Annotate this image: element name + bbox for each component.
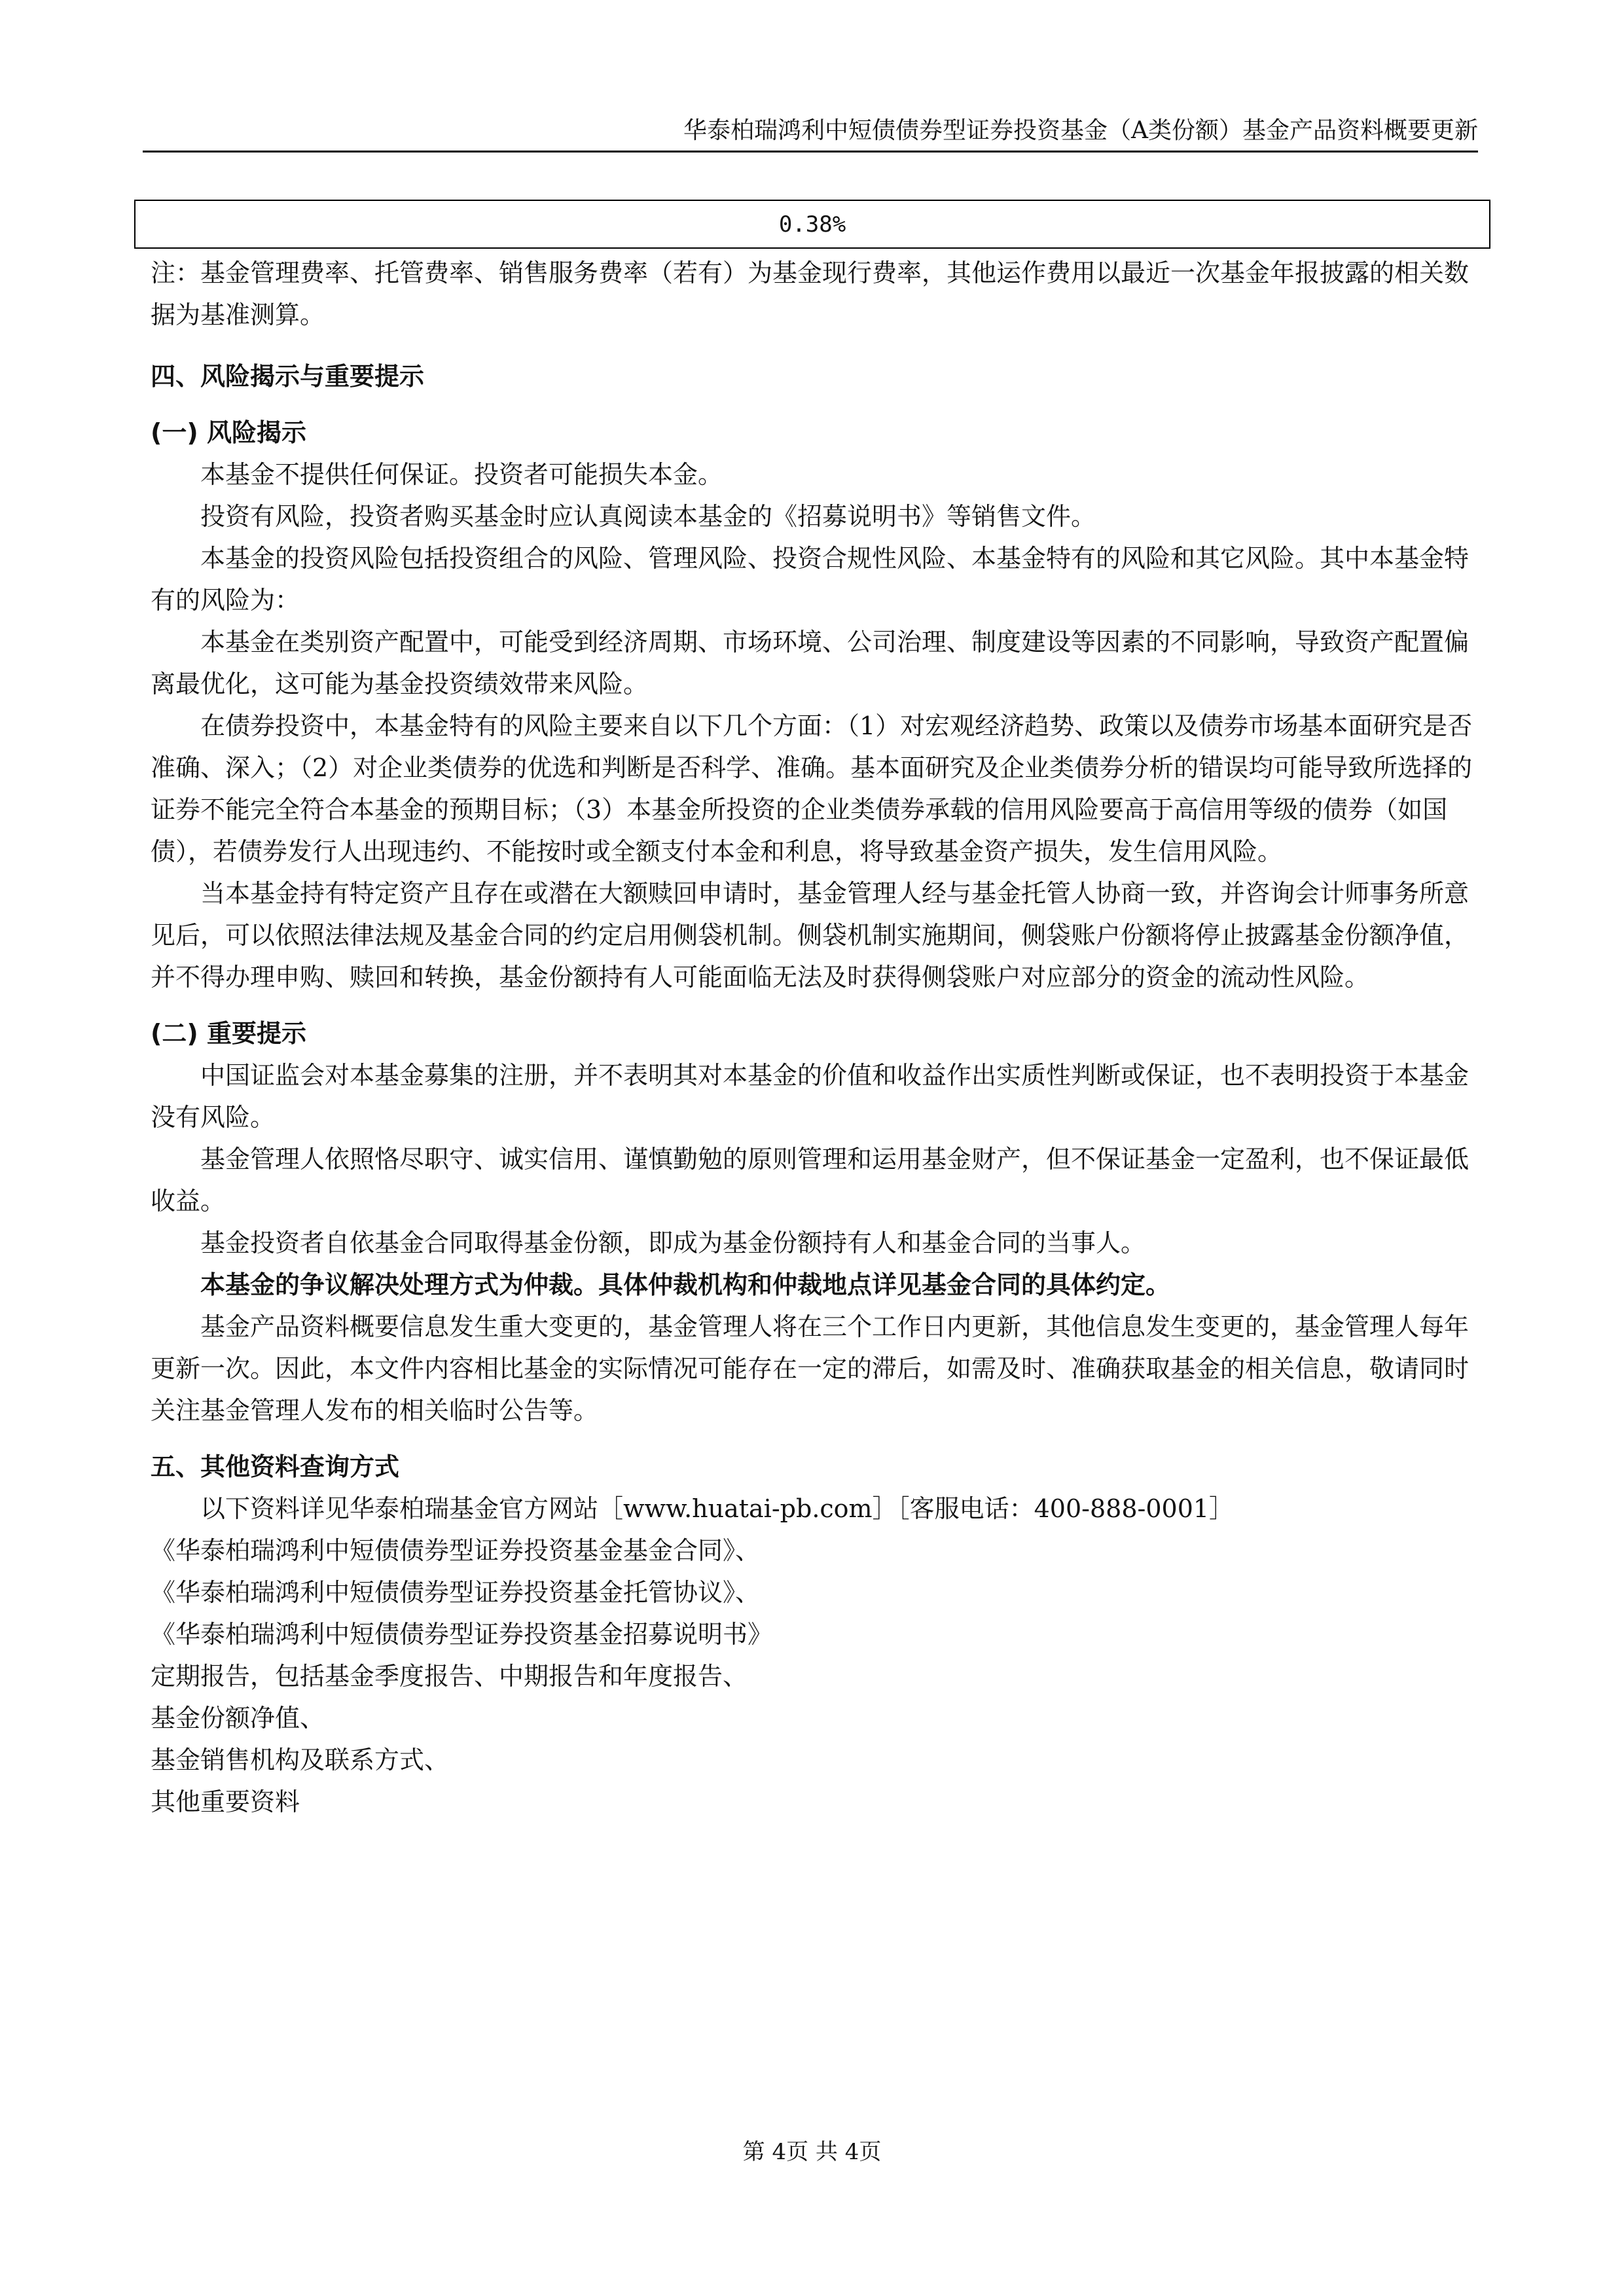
section-4-title: 四、风险揭示与重要提示 bbox=[151, 362, 425, 391]
risk-paragraph: 投资有风险，投资者购买基金时应认真阅读本基金的《招募说明书》等销售文件。 bbox=[200, 502, 1096, 531]
page-number: 第 4页 共 4页 bbox=[742, 2139, 882, 2165]
risk-paragraph: 本基金不提供任何保证。投资者可能损失本金。 bbox=[200, 460, 723, 489]
document-list-item: 基金销售机构及联系方式、 bbox=[151, 1746, 450, 1774]
document-list-item: 《华泰柏瑞鸿利中短债债券型证券投资基金托管协议》、 bbox=[151, 1578, 761, 1607]
risk-paragraph: 本基金在类别资产配置中，可能受到经济周期、市场环境、公司治理、制度建设等因素的不同影响，导致资产配置偏离最优化，这可能为基金投资绩效带来风险。 bbox=[151, 628, 1470, 698]
document-header-title: 华泰柏瑞鸿利中短债债券型证券投资基金（A类份额）基金产品资料概要更新 bbox=[683, 117, 1478, 144]
arbitration-notice: 本基金的争议解决处理方式为仲裁。具体仲裁机构和仲裁地点详见基金合同的具体约定。 bbox=[200, 1270, 1171, 1299]
risk-paragraph: 当本基金持有特定资产且存在或潜在大额赎回申请时，基金管理人经与基金托管人协商一致，并咨询会计师事务所意见后，可以依照法律法规及基金合同的约定启用侧袋机制。侧袋机制实施期间，侧袋账户份额将停止披露基金份额净值，并不得办理申购、赎回和转换，基金份额持有人可能面临无法及时获得侧袋账户对应部分的资金的流动性风险。 bbox=[151, 879, 1470, 992]
notice-paragraph: 基金管理人依照恪尽职守、诚实信用、谨慎勤勉的原则管理和运用基金财产，但不保证基金一定盈利，也不保证最低收益。 bbox=[151, 1145, 1470, 1215]
document-list-item: 《华泰柏瑞鸿利中短债债券型证券投资基金招募说明书》 bbox=[151, 1620, 773, 1649]
risk-paragraph: 本基金的投资风险包括投资组合的风险、管理风险、投资合规性风险、本基金特有的风险和其它风险。其中本基金特有的风险为： bbox=[151, 544, 1470, 615]
document-list-item: 基金份额净值、 bbox=[151, 1704, 325, 1732]
document-body bbox=[151, 252, 1486, 1823]
important-notice-title: (二) 重要提示 bbox=[151, 1019, 306, 1048]
document-list-item: 定期报告，包括基金季度报告、中期报告和年度报告、 bbox=[151, 1662, 748, 1691]
document-list-item: 《华泰柏瑞鸿利中短债债券型证券投资基金基金合同》、 bbox=[151, 1536, 761, 1565]
fee-note: 注：基金管理费率、托管费率、销售服务费率（若有）为基金现行费率，其他运作费用以最近一次基金年报披露的相关数据为基准测算。 bbox=[151, 259, 1470, 329]
risk-paragraph: 在债券投资中，本基金特有的风险主要来自以下几个方面：（1）对宏观经济趋势、政策以及债券市场基本面研究是否准确、深入；（2）对企业类债券的优选和判断是否科学、准确。基本面研究及企业类债券分析的错误均可能导致所选择的证券不能完全符合本基金的预期目标；（3）本基金所投资的企业类债券承载的信用风险要高于高信用等级的债券（如国债），若债券发行人出现违约、不能按时或全额支付本金和利息，将导致基金资产损失，发生信用风险。 bbox=[151, 711, 1473, 866]
notice-paragraph: 基金投资者自依基金合同取得基金份额，即成为基金份额持有人和基金合同的当事人。 bbox=[200, 1229, 1146, 1257]
fee-table-total-row bbox=[134, 200, 1490, 249]
contact-intro: 以下资料详见华泰柏瑞基金官方网站［www.huatai-pb.com］［客服电话：400-888-0001］ bbox=[200, 1494, 1235, 1523]
document-list-item: 其他重要资料 bbox=[151, 1787, 300, 1816]
section-5-title: 五、其他资料查询方式 bbox=[151, 1452, 400, 1481]
risk-disclosure-title: (一) 风险揭示 bbox=[151, 418, 306, 447]
fee-table-total-rate: 0.38% bbox=[778, 211, 846, 238]
header-divider bbox=[143, 151, 1478, 152]
notice-paragraph: 中国证监会对本基金募集的注册，并不表明其对本基金的价值和收益作出实质性判断或保证，也不表明投资于本基金没有风险。 bbox=[151, 1061, 1470, 1132]
notice-paragraph: 基金产品资料概要信息发生重大变更的，基金管理人将在三个工作日内更新，其他信息发生变更的，基金管理人每年更新一次。因此，本文件内容相比基金的实际情况可能存在一定的滞后，如需及时、准确获取基金的相关信息，敬请同时关注基金管理人发布的相关临时公告等。 bbox=[151, 1312, 1470, 1425]
